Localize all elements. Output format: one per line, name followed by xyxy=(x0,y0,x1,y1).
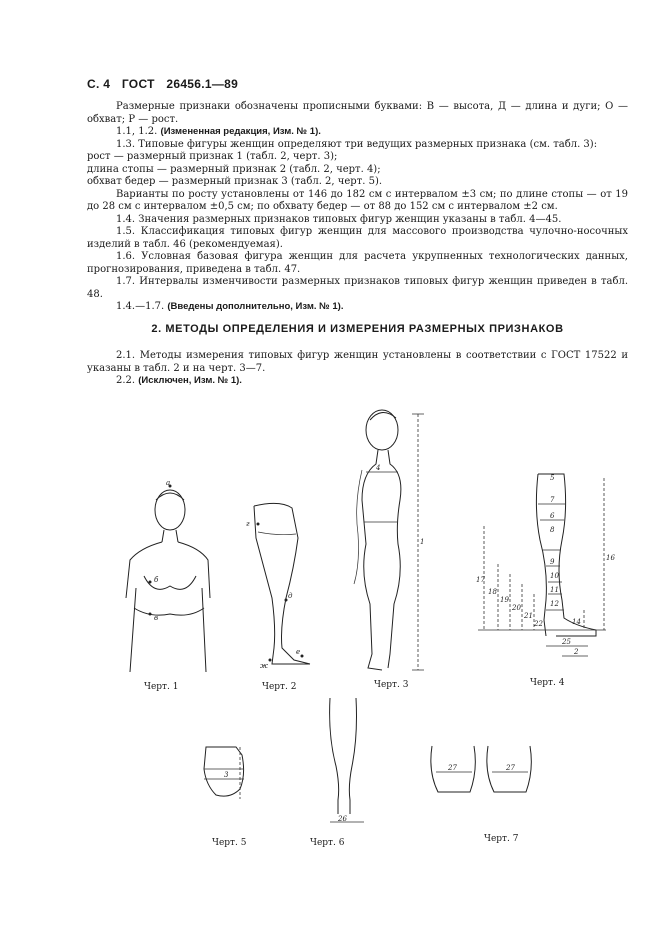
section-2-title: 2. МЕТОДЫ ОПРЕДЕЛЕНИЯ И ИЗМЕРЕНИЯ РАЗМЕРНЫХ ПРИЗНАКОВ xyxy=(151,323,564,335)
figure-7-caption: Черт. 7 xyxy=(484,834,519,844)
fig4-label-8: 8 xyxy=(550,526,555,534)
fig4-label-2: 2 xyxy=(574,648,579,656)
paragraph-1-3-line-2: длина стопы — размерный признак 2 (табл. 2, черт. 4); xyxy=(87,163,381,175)
figure-3-full-figure xyxy=(348,404,430,678)
figure-4-caption: Черт. 4 xyxy=(530,678,565,688)
fig7-label-27-front: 27 xyxy=(448,764,457,772)
figure-5-caption: Черт. 5 xyxy=(212,838,247,848)
paragraph-1-4-1-7 xyxy=(87,301,628,314)
paragraph-variants: Варианты по росту установлены от 146 до 182 см с интервалом ±3 см; по длине стопы — от 19 до 28 см с интервалом ±0,5 см; по обхвату бедер — от 88 до 152 см с интервалом ±2 см. xyxy=(87,188,628,212)
figure-6-caption: Черт. 6 xyxy=(310,838,345,848)
fig4-label-10: 10 xyxy=(550,572,559,580)
figure-5-hips xyxy=(200,745,250,803)
paragraph-1-4: 1.4. Значения размерных признаков типовых фигур женщин указаны в табл. 4—45. xyxy=(116,213,562,225)
fig4-label-14: 14 xyxy=(572,618,581,626)
paragraph-1-6: 1.6. Условная базовая фигура женщин для расчета укрупненных технологических данных, прогнозирования, приведена в табл. 47. xyxy=(87,251,628,275)
fig4-label-11: 11 xyxy=(550,586,559,594)
paragraph-2-1: 2.1. Методы измерения типовых фигур женщин установлены в соответствии с ГОСТ 17522 и указаны в табл. 2 и на черт. 3—7. xyxy=(87,350,628,374)
amendment-note: (Измененная редакция, Изм. № 1). xyxy=(160,126,321,137)
figure-1-caption: Черт. 1 xyxy=(144,682,179,692)
clause-number: 2.2. xyxy=(116,375,139,386)
fig1-label-a: а xyxy=(166,479,171,487)
paragraph-1-7: 1.7. Интервалы изменчивости размерных признаков типовых фигур женщин приведен в табл. 48. xyxy=(87,276,628,300)
amendment-note: (Введены дополнительно, Изм. № 1). xyxy=(167,301,344,312)
clause-number: 1.1, 1.2. xyxy=(116,126,161,137)
page-number: С. 4 xyxy=(87,77,111,91)
fig4-label-22: 22 xyxy=(534,620,543,628)
fig2-label-e: е xyxy=(296,648,301,656)
standard-number: 26456.1—89 xyxy=(166,77,239,91)
section-2-text xyxy=(87,350,628,388)
fig4-label-5: 5 xyxy=(550,474,555,482)
fig2-label-zh: ж xyxy=(260,662,268,670)
fig4-label-16: 16 xyxy=(606,554,615,562)
fig4-label-12: 12 xyxy=(550,600,559,608)
clause-number: 1.4.—1.7. xyxy=(116,301,168,312)
fig3-label-1: 1 xyxy=(420,538,425,546)
paragraph-notation: Размерные признаки обозначены прописными буквами: В — высота, Д — длина и дуги; О — обхват; Р — рост. xyxy=(87,101,628,125)
fig1-label-v: в xyxy=(154,614,159,622)
paragraph-1-3: 1.3. Типовые фигуры женщин определяют три ведущих размерных признака (см. табл. 3): xyxy=(116,138,598,150)
figure-6-lower-leg xyxy=(324,696,370,830)
fig5-label-3: 3 xyxy=(224,771,229,779)
paragraph-2-2 xyxy=(87,375,628,388)
paragraph-1-5: 1.5. Классификация типовых фигур женщин для массового производства чулочно-носочных изделий в табл. 46 (рекомендуемая). xyxy=(87,226,628,250)
page-header xyxy=(87,77,246,91)
paragraph-1-3-line-3: обхват бедер — размерный признак 3 (табл. 2, черт. 5). xyxy=(87,176,383,187)
figure-7-hips-front-back xyxy=(426,742,536,804)
figure-1-upper-body xyxy=(120,478,210,674)
fig2-label-d: д xyxy=(288,592,293,600)
fig4-label-6: 6 xyxy=(550,512,555,520)
figure-3-caption: Черт. 3 xyxy=(374,680,409,690)
fig4-label-20: 20 xyxy=(512,604,521,612)
section-1-text xyxy=(87,101,628,314)
fig7-label-27-back: 27 xyxy=(506,764,515,772)
fig2-label-g: г xyxy=(246,520,250,528)
amendment-note: (Исключен, Изм. № 1). xyxy=(138,375,242,386)
fig4-label-9: 9 xyxy=(550,558,555,566)
fig4-label-18: 18 xyxy=(488,588,497,596)
figure-2-leg-side xyxy=(246,498,320,673)
figure-2-caption: Черт. 2 xyxy=(262,682,297,692)
fig3-label-4: 4 xyxy=(376,464,381,472)
fig4-label-25: 25 xyxy=(562,638,571,646)
paragraph-1-3-line-1: рост — размерный признак 1 (табл. 2, черт. 3); xyxy=(87,151,338,162)
fig4-label-21: 21 xyxy=(524,612,533,620)
fig4-label-17: 17 xyxy=(476,576,485,584)
fig4-label-19: 19 xyxy=(500,596,509,604)
paragraph-1-1 xyxy=(87,126,628,139)
figure-4-leg-measurements xyxy=(476,470,616,670)
fig4-label-7: 7 xyxy=(550,496,555,504)
fig1-label-b: б xyxy=(154,576,159,584)
fig6-label-26: 26 xyxy=(338,815,347,823)
standard-label: ГОСТ xyxy=(121,77,155,91)
